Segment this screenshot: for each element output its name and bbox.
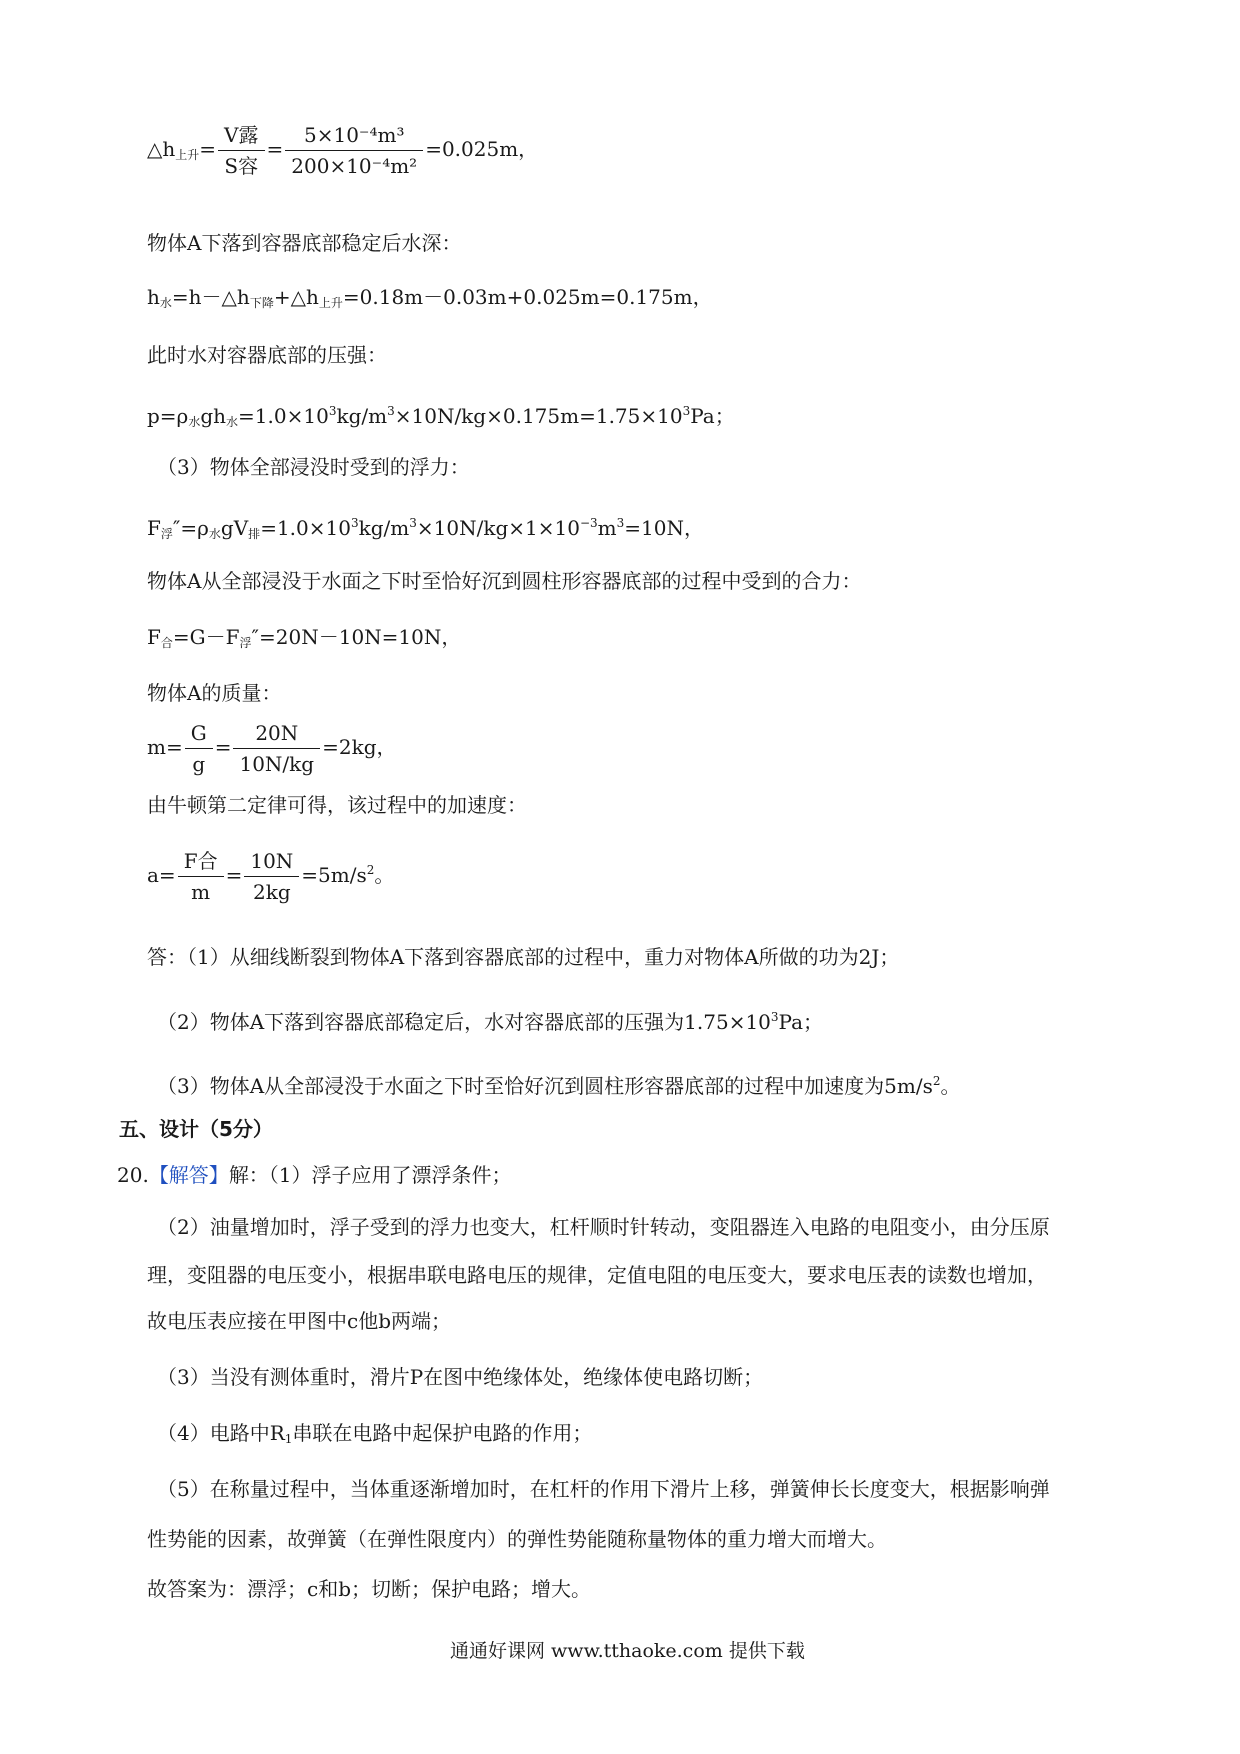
expr: p=ρ (147, 404, 189, 428)
superscript: 3 (387, 404, 395, 418)
expr: m (597, 516, 617, 540)
expr: 串联在电路中起保护电路的作用； (292, 1421, 593, 1445)
subscript: 合 (160, 636, 173, 650)
numerator: 20N (233, 718, 320, 749)
fraction (244, 846, 299, 907)
formula-delta-h-rise (147, 120, 538, 181)
expr: kg/m (336, 404, 388, 428)
expr: ″=ρ (172, 516, 209, 540)
fraction (218, 120, 264, 181)
numerator: V露 (218, 120, 264, 151)
denominator: 200×10⁻⁴m² (291, 154, 418, 178)
superscript: 3 (616, 516, 625, 530)
subscript: 水 (159, 296, 172, 310)
expr: Pa； (778, 1010, 824, 1034)
denominator: S容 (224, 154, 259, 178)
expr: +△h (273, 285, 319, 309)
text-line: 物体A下落到容器底部稳定后水深： (147, 231, 462, 255)
text-line: 物体A从全部浸没于水面之下时至恰好沉到圆柱形容器底部的过程中受到的合力： (147, 569, 862, 593)
equals: = (225, 863, 243, 887)
final-answer: 故答案为：漂浮；c和b；切断；保护电路；增大。 (147, 1577, 592, 1601)
expr: Pa； (690, 404, 735, 428)
superscript: 2 (366, 863, 375, 877)
superscript: 2 (932, 1074, 941, 1088)
question-number: 20. (117, 1163, 149, 1187)
formula-pressure (147, 396, 735, 437)
expr: 。 (940, 1074, 961, 1098)
expr: ×10N/kg×0.175m=1.75×10 (394, 404, 683, 428)
equals: = (199, 137, 217, 161)
equals: = (214, 735, 232, 759)
superscript: 3 (409, 516, 417, 530)
superscript: 3 (770, 1010, 779, 1024)
text-line: 由牛顿第二定律可得，该过程中的加速度： (147, 793, 527, 817)
superscript: 3 (682, 404, 691, 418)
fraction (285, 120, 423, 181)
symbol: △h (147, 137, 176, 161)
expr: gh (200, 404, 227, 428)
text-line: 故电压表应接在甲图中c他b两端； (147, 1309, 452, 1333)
expr: =1.0×10 (238, 404, 329, 428)
section-heading: 五、设计（5分） (119, 1117, 273, 1141)
subscript: 浮 (160, 527, 173, 541)
punct: 。 (374, 863, 395, 887)
expr: gV (220, 516, 249, 540)
fraction (178, 846, 224, 907)
expr: a= (147, 863, 176, 887)
denominator: g (192, 752, 206, 776)
question-text: 解：（1）浮子应用了漂浮条件； (228, 1163, 512, 1187)
result: =0.025m， (425, 137, 539, 161)
formula-acceleration (147, 846, 394, 907)
formula-net-force (147, 622, 461, 658)
fraction (185, 718, 213, 779)
superscript: −3 (579, 516, 598, 530)
formula-mass (147, 718, 397, 779)
subscript: 水 (188, 415, 201, 429)
expr: ×10N/kg×1×10 (416, 516, 580, 540)
text-line: （3）物体全部浸没时受到的浮力： (157, 455, 470, 479)
question-20 (117, 1160, 512, 1190)
answer-line-1: 答：（1）从细线断裂到物体A下落到容器底部的过程中，重力对物体A所做的功为2J； (147, 945, 900, 969)
subscript: 浮 (239, 636, 252, 650)
expr: （4）电路中R (157, 1421, 285, 1445)
formula-water-depth (147, 282, 713, 318)
subscript: 上升 (175, 148, 200, 162)
symbol: F (147, 625, 161, 649)
symbol: F (147, 516, 161, 540)
formula-buoyancy (147, 508, 704, 549)
expr: =h－△h (171, 285, 250, 309)
solution-tag: 【解答】 (148, 1163, 229, 1187)
result: =5m/s (301, 863, 367, 887)
expr: （3）物体A从全部浸没于水面之下时至恰好沉到圆柱形容器底部的过程中加速度为5m/s (157, 1074, 933, 1098)
subscript: 下降 (249, 296, 274, 310)
text-line: （3）当没有测体重时，滑片P在图中绝缘体处，绝缘体使电路切断； (157, 1365, 764, 1389)
numerator: F合 (178, 846, 224, 877)
expr: ″=20N－10N=10N， (251, 625, 462, 649)
numerator: G (185, 718, 213, 749)
expr: （2）物体A下落到容器底部稳定后，水对容器底部的压强为1.75×10 (157, 1010, 771, 1034)
text-line: 性势能的因素，故弹簧（在弹性限度内）的弹性势能随称量物体的重力增大而增大。 (147, 1527, 887, 1551)
answer-line-3 (157, 1066, 961, 1101)
superscript: 3 (350, 516, 359, 530)
numerator: 5×10⁻⁴m³ (285, 120, 423, 151)
text-line: 物体A的质量： (147, 681, 282, 705)
denominator: 2kg (252, 880, 291, 904)
subscript: 水 (208, 527, 221, 541)
symbol: h (147, 285, 160, 309)
text-line: （2）油量增加时，浮子受到的浮力也变大，杠杆顺时针转动，变阻器连入电路的电阻变小，由分压原 (157, 1215, 1050, 1239)
text-line: （5）在称量过程中，当体重逐渐增加时，在杠杆的作用下滑片上移，弹簧伸长长度变大，根据影响弹 (157, 1477, 1050, 1501)
expr: =G－F (172, 625, 240, 649)
text-line: 此时水对容器底部的压强： (147, 343, 387, 367)
subscript: 排 (248, 527, 261, 541)
expr: =1.0×10 (260, 516, 351, 540)
superscript: 3 (328, 404, 337, 418)
denominator: m (191, 880, 211, 904)
fraction (233, 718, 320, 779)
denominator: 10N/kg (239, 752, 315, 776)
subscript: 上升 (318, 296, 343, 310)
result: =2kg， (322, 735, 397, 759)
expr: =0.18m－0.03m+0.025m=0.175m， (342, 285, 713, 309)
page-footer: 通通好课网 www.tthaoke.com 提供下载 (450, 1640, 805, 1662)
text-line (157, 1418, 592, 1454)
numerator: 10N (244, 846, 299, 877)
subscript: 1 (284, 1432, 293, 1446)
expr: kg/m (358, 516, 410, 540)
answer-line-2 (157, 1002, 823, 1037)
equals: = (266, 137, 284, 161)
text-line: 理，变阻器的电压变小，根据串联电路电压的规律，定值电阻的电压变大，要求电压表的读数也增加， (147, 1263, 1047, 1287)
expr: =10N， (624, 516, 704, 540)
subscript: 水 (226, 415, 239, 429)
expr: m= (147, 735, 183, 759)
